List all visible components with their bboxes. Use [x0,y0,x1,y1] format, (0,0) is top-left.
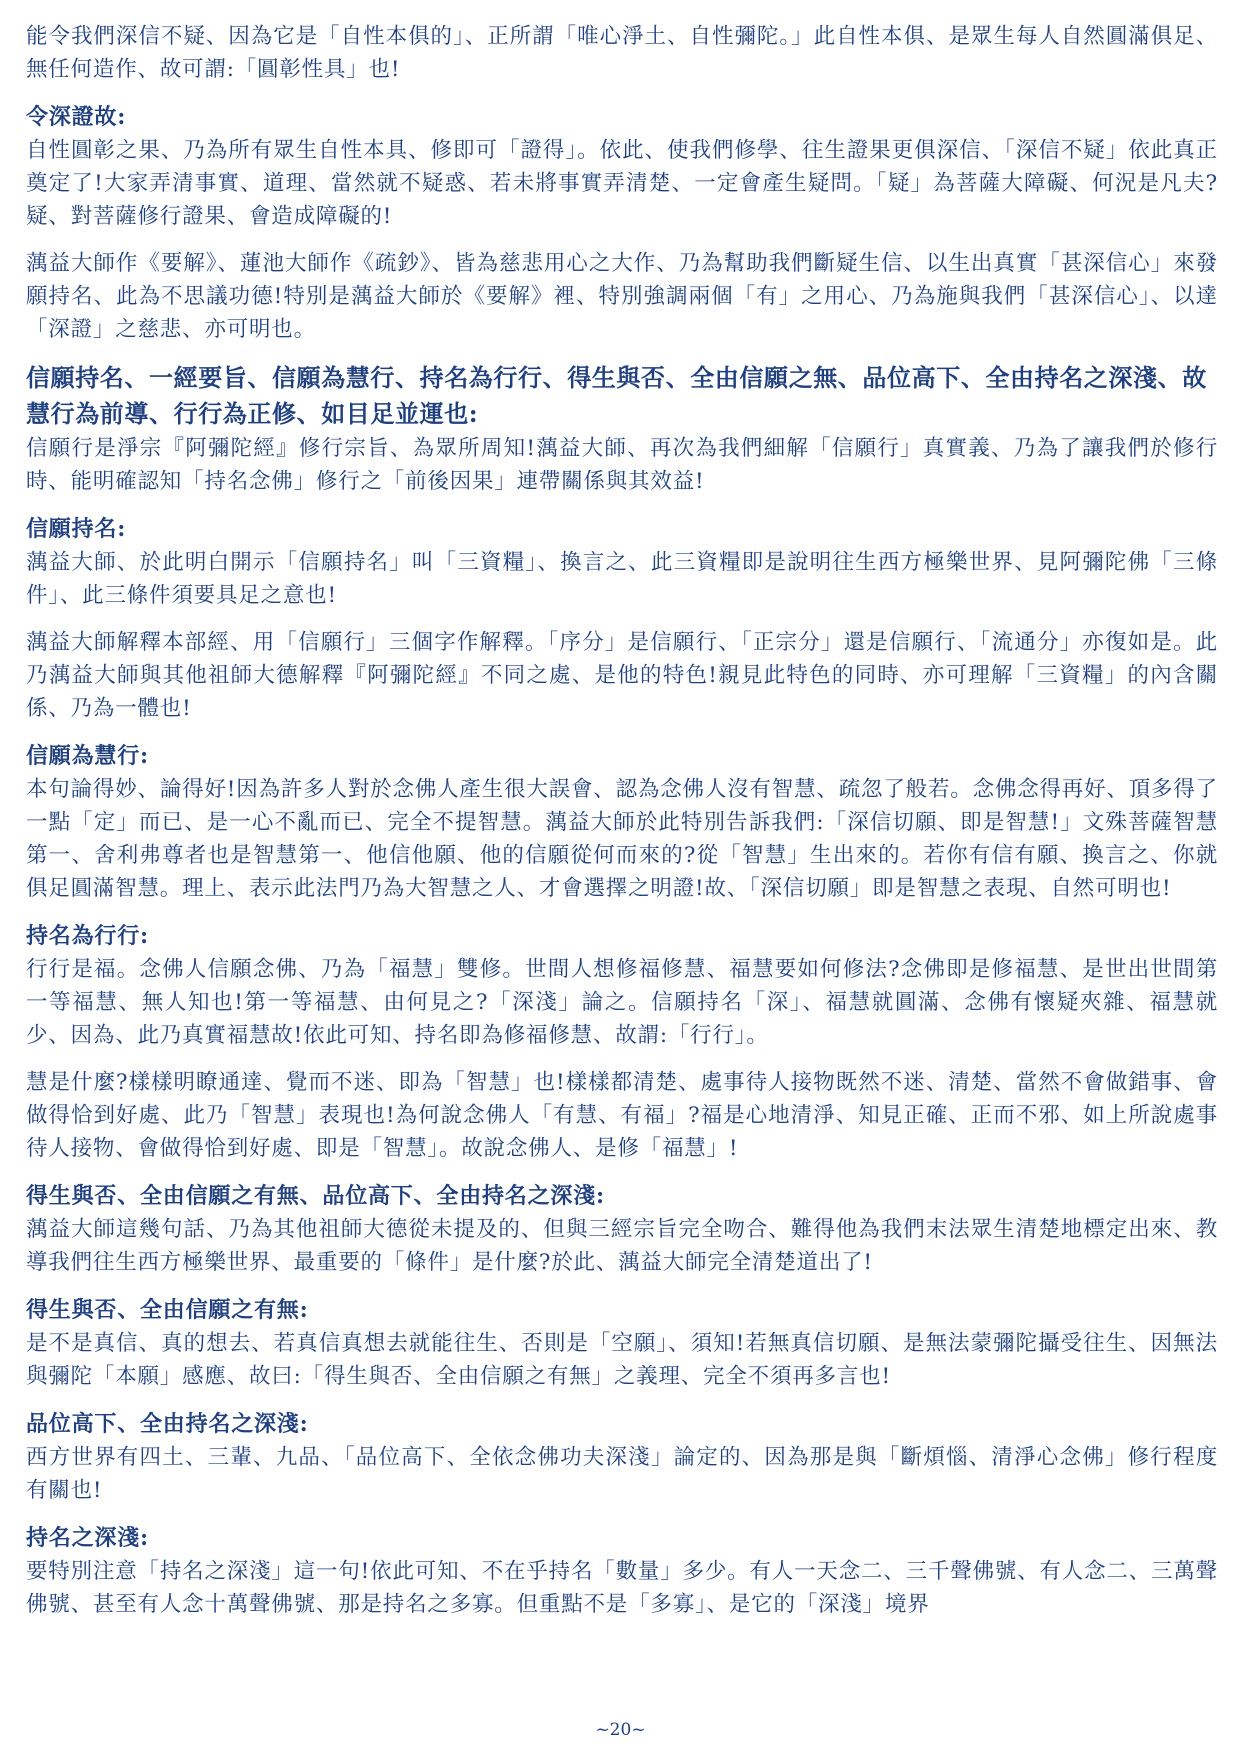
paragraph-wisdom-practice: 本句論得妙、論得好!因為許多人對於念佛人產生很大誤會、認為念佛人沒有智慧、疏忽了般若。念佛念得再好、頂多得了一點「定」而已、是一心不亂而已、完全不提智慧。蕅益大師於此特別告訴我們:「深信切願、即是智慧!」文殊菩薩智慧第一、舍利弗尊者也是智慧第一、他信他願、他的信願從何而來的?從「智慧」生出來的。若你有信有願、換言之、你就俱足圓滿智慧。理上、表示此法門乃為大智慧之人、才會選擇之明證!故、「深信切願」即是智慧之表現、自然可明也! [26,777,1218,901]
heading-practice-practice: 持名為行行: [26,923,149,949]
paragraph-grade-depth: 西方世界有四土、三輩、九品、「品位高下、全依念佛功夫深淺」論定的、因為那是與「斷煩惱、清淨心念佛」修行程度有關也! [26,1445,1218,1503]
paragraph-main-thesis: 信願行是淨宗『阿彌陀經』修行宗旨、為眾所周知!蕅益大師、再次為我們細解「信願行」真實義、乃為了讓我們於修行時、能明確認知「持名念佛」修行之「前後因果」連帶關係與其效益! [26,436,1218,494]
heading-wisdom-practice: 信願為慧行: [26,743,149,769]
heading-main-thesis: 信願持名、一經要旨、信願為慧行、持名為行行、得生與否、全由信願之無、品位高下、全由持名之深淺、故慧行為前導、行行為正修、如目足並運也: [26,363,1207,428]
page-number: ~20~ [595,1720,646,1740]
paragraph-blessing-wisdom-1: 行行是福。念佛人信願念佛、乃為「福慧」雙修。世間人想修福修慧、福慧要如何修法?念佛即是修福慧、是世出世間第一等福慧、無人知也!第一等福慧、由何見之?「深淺」論之。信願持名「深」、福慧就圓滿、念佛有懷疑夾雜、福慧就少、因為、此乃真實福慧故!依此可知、持名即為修福修慧、故謂:「行行」。 [26,957,1218,1048]
paragraph-deep-proof-2: 蕅益大師作《要解》、蓮池大師作《疏鈔》、皆為慈悲用心之大作、乃為幫助我們斷疑生信、以生出真實「甚深信心」來發願持名、此為不思議功德!特別是蕅益大師於《要解》裡、特別強調兩個「有」之用心、乃為施與我們「甚深信心」、以達「深證」之慈悲、亦可明也。 [26,251,1218,342]
paragraph-rebirth-grade: 蕅益大師這幾句話、乃為其他祖師大德從未提及的、但與三經宗旨完全吻合、難得他為我們末法眾生清楚地標定出來、教導我們往生西方極樂世界、最重要的「條件」是什麼?於此、蕅益大師完全清楚道出了! [26,1217,1218,1275]
paragraph-rebirth-faith: 是不是真信、真的想去、若真信真想去就能往生、否則是「空願」、須知!若無真信切願、是無法蒙彌陀攝受往生、因無法與彌陀「本願」感應、故曰:「得生與否、全由信願之有無」之義理、完全不須再多言也! [26,1331,1218,1389]
paragraph-three-provisions-1: 蕅益大師、於此明白開示「信願持名」叫「三資糧」、換言之、此三資糧即是說明往生西方極樂世界、見阿彌陀佛「三條件」、此三條件須要具足之意也! [26,550,1218,608]
document-page [26,20,1218,1720]
heading-deep-proof: 令深證故: [26,104,127,130]
paragraph-three-provisions-2: 蕅益大師解釋本部經、用「信願行」三個字作解釋。「序分」是信願行、「正宗分」還是信願行、「流通分」亦復如是。此乃蕅益大師與其他祖師大德解釋『阿彌陀經』不同之處、是他的特色!親見此特色的同時、亦可理解「三資糧」的內含關係、乃為一體也! [26,630,1218,721]
heading-rebirth-grade: 得生與否、全由信願之有無、品位高下、全由持名之深淺: [26,1183,605,1209]
heading-grade-depth: 品位高下、全由持名之深淺: [26,1411,309,1437]
paragraph-recitation-depth: 要特別注意「持名之深淺」這一句!依此可知、不在乎持名「數量」多少。有人一天念二、三千聲佛號、有人念二、三萬聲佛號、甚至有人念十萬聲佛號、那是持名之多寡。但重點不是「多寡」、是它的「深淺」境界 [26,1559,1218,1617]
heading-recitation-depth: 持名之深淺: [26,1525,149,1551]
paragraph-blessing-wisdom-2: 慧是什麼?樣樣明瞭通達、覺而不迷、即為「智慧」也!樣樣都清楚、處事待人接物既然不迷、清楚、當然不會做錯事、會做得恰到好處、此乃「智慧」表現也!為何說念佛人「有慧、有福」?福是心地清淨、知見正確、正而不邪、如上所說處事待人接物、會做得恰到好處、即是「智慧」。故說念佛人、是修「福慧」! [26,1070,1218,1161]
heading-rebirth-faith: 得生與否、全由信願之有無: [26,1297,309,1323]
paragraph-deep-proof-1: 自性圓彰之果、乃為所有眾生自性本具、修即可「證得」。依此、使我們修學、往生證果更俱深信、「深信不疑」依此真正奠定了!大家弄清事實、道理、當然就不疑惑、若未將事實弄清楚、一定會產生疑問。「疑」為菩薩大障礙、何況是凡夫?疑、對菩薩修行證果、會造成障礙的! [26,138,1218,229]
heading-faith-vow-recitation: 信願持名: [26,516,127,542]
paragraph-intro: 能令我們深信不疑、因為它是「自性本俱的」、正所謂「唯心淨土、自性彌陀。」此自性本俱、是眾生每人自然圓滿俱足、無任何造作、故可謂:「圓彰性具」也! [26,24,1218,82]
